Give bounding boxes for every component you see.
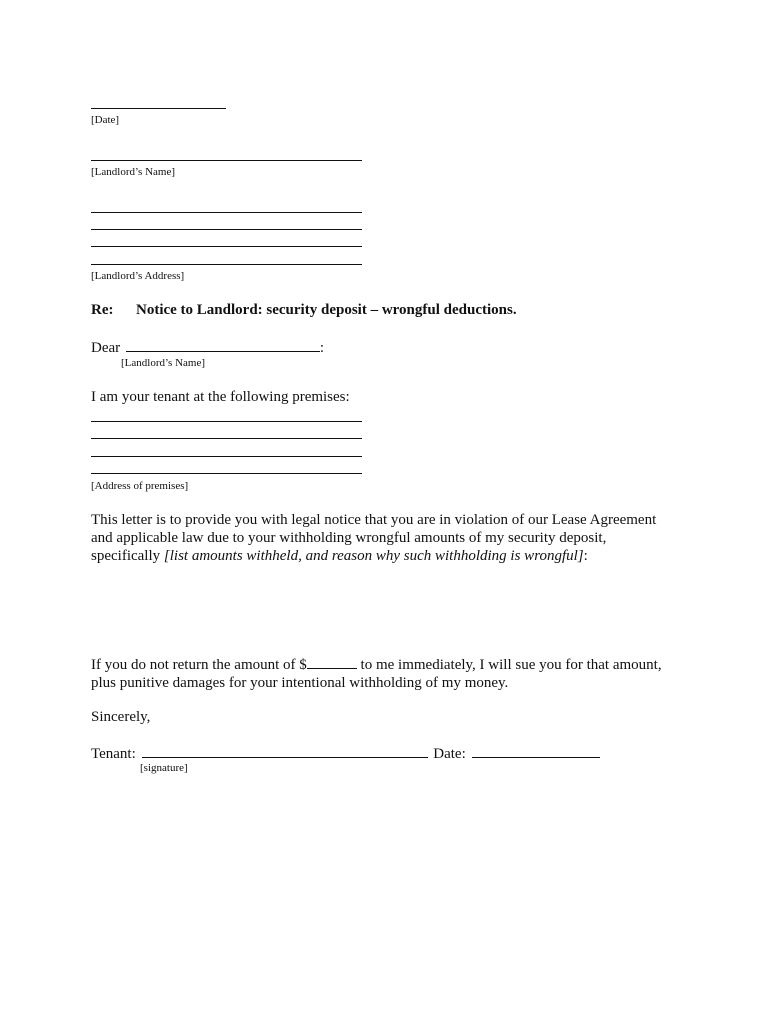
demand-line-1-prefix: If you do not return the amount of $ bbox=[91, 657, 307, 673]
date-field-line[interactable] bbox=[91, 108, 226, 109]
dear-text: Dear bbox=[91, 340, 121, 356]
landlord-address-line-1[interactable] bbox=[91, 212, 362, 213]
premises-address-line-2[interactable] bbox=[91, 438, 362, 439]
demand-line-1-suffix: to me immediately, I will sue you for that amount, bbox=[356, 657, 662, 673]
sincerely-text: Sincerely, bbox=[91, 709, 151, 725]
salutation-name-label: [Landlord’s Name] bbox=[121, 357, 205, 369]
demand-line-2: plus punitive damages for your intentional withholding of my money. bbox=[91, 675, 509, 691]
premises-address-line-3[interactable] bbox=[91, 456, 362, 457]
signature-row bbox=[91, 743, 600, 763]
landlord-name-label: [Landlord’s Name] bbox=[91, 166, 175, 178]
notice-line-2: and applicable law due to your withholding wrongful amounts of my security deposit, bbox=[91, 530, 607, 546]
tenant-signature-blank[interactable] bbox=[142, 743, 428, 758]
subject-re: Re: bbox=[91, 302, 114, 318]
notice-line-1: This letter is to provide you with legal notice that you are in violation of our Lease Agreement bbox=[91, 512, 657, 528]
notice-line-3-instruction: [list amounts withheld, and reason why such withholding is wrongful] bbox=[163, 548, 584, 564]
landlord-address-line-4[interactable] bbox=[91, 264, 362, 265]
notice-paragraph bbox=[91, 511, 691, 565]
date-label: [Date] bbox=[91, 114, 120, 126]
landlord-address-label: [Landlord’s Address] bbox=[91, 270, 185, 282]
demand-paragraph bbox=[91, 654, 691, 692]
notice-line-3-prefix: specifically bbox=[91, 548, 164, 564]
premises-address-label: [Address of premises] bbox=[91, 480, 189, 492]
landlord-name-field-line[interactable] bbox=[91, 160, 362, 161]
closing-date-label: Date: bbox=[433, 746, 466, 762]
tenant-label: Tenant: bbox=[91, 746, 136, 762]
notice-line-3-suffix: : bbox=[583, 548, 588, 564]
salutation-colon: : bbox=[319, 340, 325, 356]
landlord-address-line-3[interactable] bbox=[91, 246, 362, 247]
notice-line-3 bbox=[91, 547, 691, 565]
signature-label: [signature] bbox=[140, 762, 188, 774]
premises-intro: I am your tenant at the following premises: bbox=[91, 389, 350, 405]
demand-line-1 bbox=[91, 654, 691, 674]
subject-title: Notice to Landlord: security deposit – wrongful deductions. bbox=[136, 302, 517, 318]
amount-blank[interactable] bbox=[307, 654, 357, 669]
salutation bbox=[91, 337, 324, 357]
salutation-name-blank[interactable] bbox=[126, 337, 320, 352]
closing-date-blank[interactable] bbox=[472, 743, 600, 758]
landlord-address-line-2[interactable] bbox=[91, 229, 362, 230]
premises-address-line-1[interactable] bbox=[91, 421, 362, 422]
premises-address-line-4[interactable] bbox=[91, 473, 362, 474]
